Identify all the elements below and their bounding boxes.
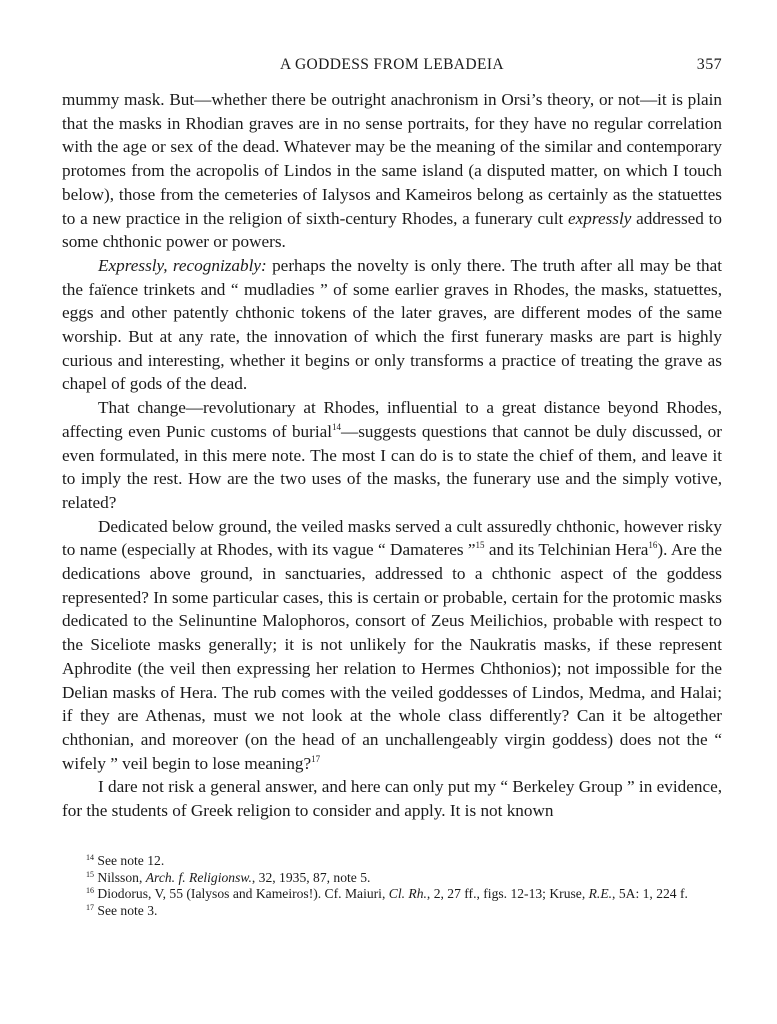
paragraph-4-text-c: ). Are the dedications above ground, in sanctuaries, addressed to a chthonic aspect of the goddess represented? In some particular cases, this is certain or probable, certain for the protomic masks dedicated to the Selinuntine Malophoros, consort of Zeus Meilichios, probable with respect to the Siceliote masks generally; it is not unlikely for the Naukratis masks, if these represent Aphrodite (the veil then expressing her relation to Hermes Chthonios); not impossible for the Delian masks of Hera. The rub comes with the veiled goddesses of Lindos, Medma, and Halai; if they are Athenas, must we not look at the whole class differently? Can it be altogether chthonian, and moreover (on the head of an unchallengeably virgin goddess) does not the “ wifely ” veil begin to lose meaning?: [62, 540, 722, 773]
paragraph-1-text: mummy mask. But—whether there be outright anachronism in Orsi’s theory, or not—it is plain that the masks in Rhodian graves are in no sense portraits, for they have no regular correlation with the age or sex of the dead. Whatever may be the meaning of the similar and contemporary protomes from the acropolis of Lindos in the same island (a disputed matter, on which I touch below), those from the cemeteries of Ialysos and Kameiros belong as certainly as the statuettes to a new practice in the religion of sixth-century Rhodes, a funerary cult: [62, 90, 722, 228]
paragraph-1-emphasis: expressly: [568, 208, 632, 228]
paragraph-2: [62, 254, 722, 396]
paragraph-4: [62, 515, 722, 776]
footnote-17: [62, 903, 722, 920]
footnote-15: [62, 870, 722, 887]
paragraph-3-text-a: That change—revolutionary at Rhodes, influential to a great distance beyond Rhodes, affecting even Punic customs of burial: [62, 398, 722, 441]
footnote-16-text-b: , 2, 27 ff., figs. 12-13; Kruse,: [426, 886, 589, 902]
footnote-15-text-b: , 32, 1935, 87, note 5.: [251, 869, 371, 885]
footnote-16-text-a: Diodorus, V, 55 (Ialysos and Kameiros!). Cf. Maiuri,: [94, 886, 389, 902]
page: [62, 52, 722, 920]
footnote-ref-17[interactable]: 17: [311, 753, 321, 764]
paragraph-5-text: I dare not risk a general answer, and here can only put my “ Berkeley Group ” in evidence, for the students of Greek religion to consider and apply. It is not known: [62, 777, 722, 821]
footnote-16-title-2: R.E.: [588, 886, 613, 902]
footnote-14-number: 14: [86, 852, 94, 862]
footnote-14: [62, 853, 722, 870]
running-title: A GODDESS FROM LEBADEIA: [279, 56, 505, 73]
footnote-16-text-c: , 5A: 1, 224 f.: [612, 886, 688, 902]
paragraph-2-text: perhaps the novelty is only there. The truth after all may be that the faïence trinkets and “ mudladies ” of some earlier graves in Rhodes, the masks, statuettes, eggs and other patently chthonic tokens of the later graves, are different modes of the same worship. But at any rate, the innovation of which the first funerary masks are part is highly curious and interesting, whether it begins or only transforms a practice of treating the grave as chapel of gods of the dead.: [62, 255, 722, 394]
footnote-15-journal: Arch. f. Religionsw.: [145, 869, 252, 885]
footnote-17-text: See note 3.: [94, 903, 158, 919]
footnote-ref-14[interactable]: 14: [332, 421, 342, 432]
footnote-ref-16[interactable]: 16: [648, 540, 658, 551]
footnote-16-number: 16: [86, 886, 94, 896]
footnotes: [62, 853, 722, 920]
paragraph-5: [62, 775, 722, 822]
footnote-ref-15[interactable]: 15: [475, 540, 485, 551]
footnote-16: [62, 886, 722, 903]
page-number: 357: [696, 56, 722, 73]
paragraph-2-emphasis: Expressly, recognizably:: [98, 255, 267, 275]
paragraph-1: [62, 88, 722, 254]
footnote-15-number: 15: [86, 869, 94, 879]
footnote-16-title-1: Cl. Rh.: [388, 886, 427, 902]
paragraph-4-text-a: Dedicated below ground, the veiled masks served a cult assuredly chthonic, however risky to name (especially at Rhodes, with its vague “ Damateres ”: [62, 516, 722, 560]
running-head: [62, 52, 722, 78]
footnote-15-text-a: Nilsson,: [94, 869, 146, 885]
paragraph-3: [62, 396, 722, 515]
footnote-17-number: 17: [86, 903, 94, 913]
paragraph-1-end: addressed to some chthonic power or powers.: [62, 208, 722, 252]
paragraph-4-text-b: and its Telchinian Hera: [484, 540, 649, 560]
paragraph-3-text-b: —suggests questions that cannot be duly discussed, or even formulated, in this mere note. The most I can do is to state the chief of them, and leave it to imply the rest. How are the two uses of the masks, the funerary use and the simply votive, related?: [62, 421, 722, 512]
footnote-14-text: See note 12.: [94, 852, 165, 868]
body-text: [62, 88, 722, 823]
